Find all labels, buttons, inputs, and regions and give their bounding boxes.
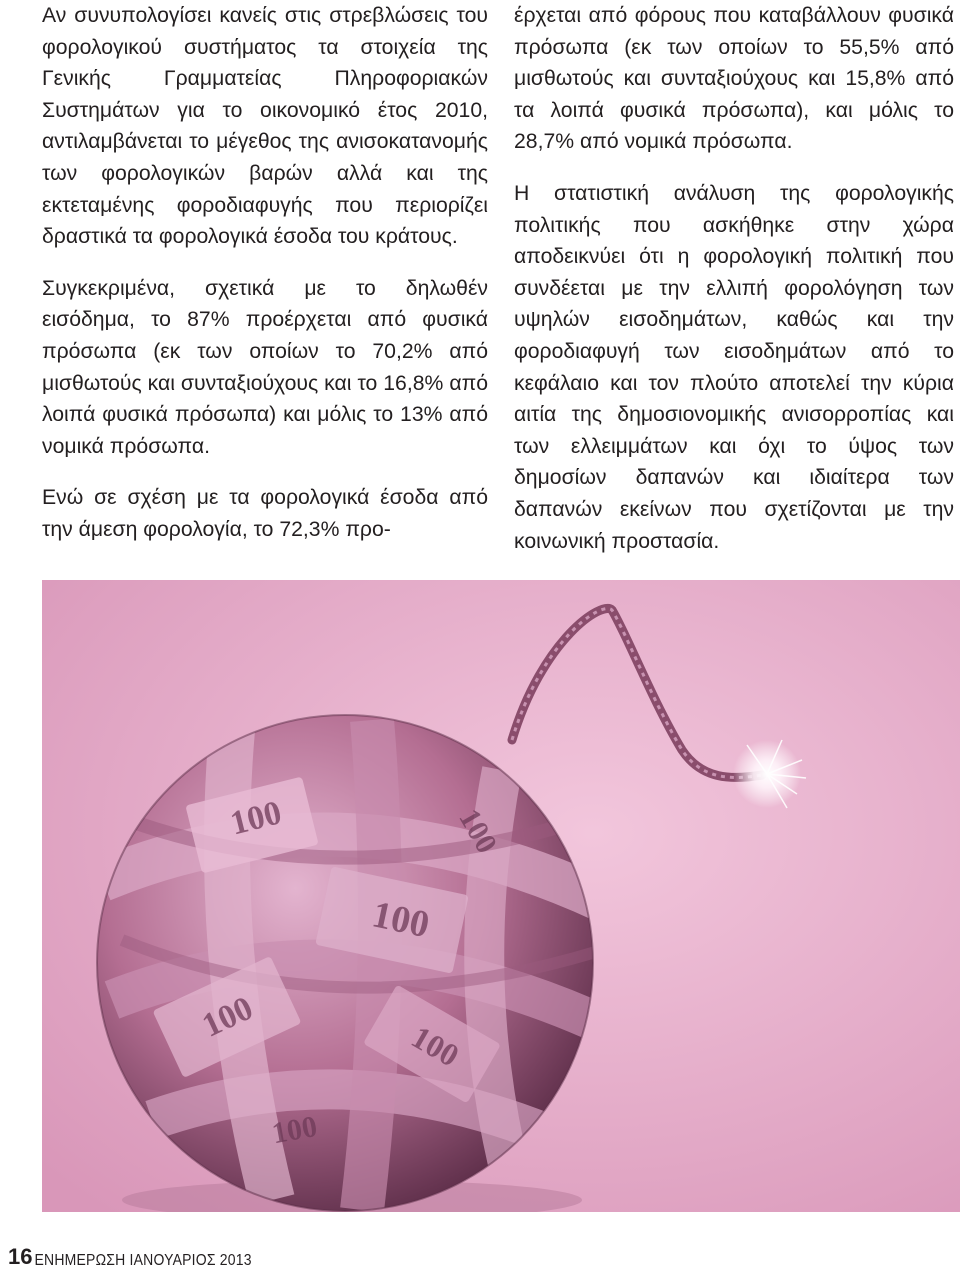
money-bomb-illustration <box>42 580 960 1212</box>
banknote-label: 100 <box>405 1018 466 1074</box>
banknote-label: 100 <box>196 989 259 1045</box>
banknote-label: 100 <box>269 1109 320 1151</box>
paragraph-1: Αν συνυπολογίσει κανείς στις στρεβλώσεις του φορολογικού συστήματος τα στοιχεία της Γενικής Γραμματείας Πληροφοριακών Συστημάτων για το οικονομικό έτος 2010, αντιλαμβάνεται το μέγεθος της ανισοκατανομής των φορολογικών βαρών αλλά και της εκτεταμένης φοροδιαφυγής που περιορίζει δραστικά τα φορολογικά έσοδα του κράτους. <box>42 4 488 249</box>
page-footer <box>8 1244 252 1270</box>
paragraph-4: έρχεται από φόρους που καταβάλλουν φυσικά πρόσωπα (εκ των οποίων το 55,5% από μισθωτούς και συνταξιούχους και 15,8% από τα λοιπά φυσικά πρόσωπα), και μόλις το 28,7% από νομικά πρόσωπα. <box>514 4 954 154</box>
banknote-label: 100 <box>226 794 286 843</box>
banknote-label: 100 <box>368 893 433 947</box>
magazine-title: ΕΝΗΜΕΡΩΣΗ ΙΑΝΟΥΑΡΙΟΣ 2013 <box>34 1249 252 1269</box>
left-column <box>42 0 488 566</box>
page-number: 16 <box>8 1244 33 1269</box>
right-column <box>514 0 954 577</box>
paragraph-2: Συγκεκριμένα, σχετικά με το δηλωθέν εισόδημα, το 87% προέρχεται από φυσικά πρόσωπα (εκ των οποίων το 70,2% από μισθωτούς και συνταξιούχους και το 16,8% από λοιπά φυσικά πρόσωπα) και μόλις το 13% από νομικά πρόσωπα. <box>42 276 488 458</box>
paragraph-5: Η στατιστική ανάλυση της φορολογικής πολιτικής που ασκήθηκε στην χώρα αποδεικνύει ότι η φορολογική πολιτική που συνδέεται με την ελλιπή φορολόγηση των υψηλών εισοδημάτων, καθώς και την φοροδιαφυγή των εισοδημάτων από το κεφάλαιο και τον πλούτο αποτελεί την κύρια αιτία της δημοσιονομικής ανισορροπίας και των ελλειμμάτων και όχι το ύψος των δημοσίων δαπανών και ιδιαίτερα των δαπανών εκείνων που σχετίζονται με την κοινωνική προστασία. <box>514 181 954 553</box>
paragraph-3: Ενώ σε σχέση με τα φορολογικά έσοδα από την άμεση φορολογία, το 72,3% προ- <box>42 486 488 541</box>
banknote-label: 100 <box>452 803 504 859</box>
